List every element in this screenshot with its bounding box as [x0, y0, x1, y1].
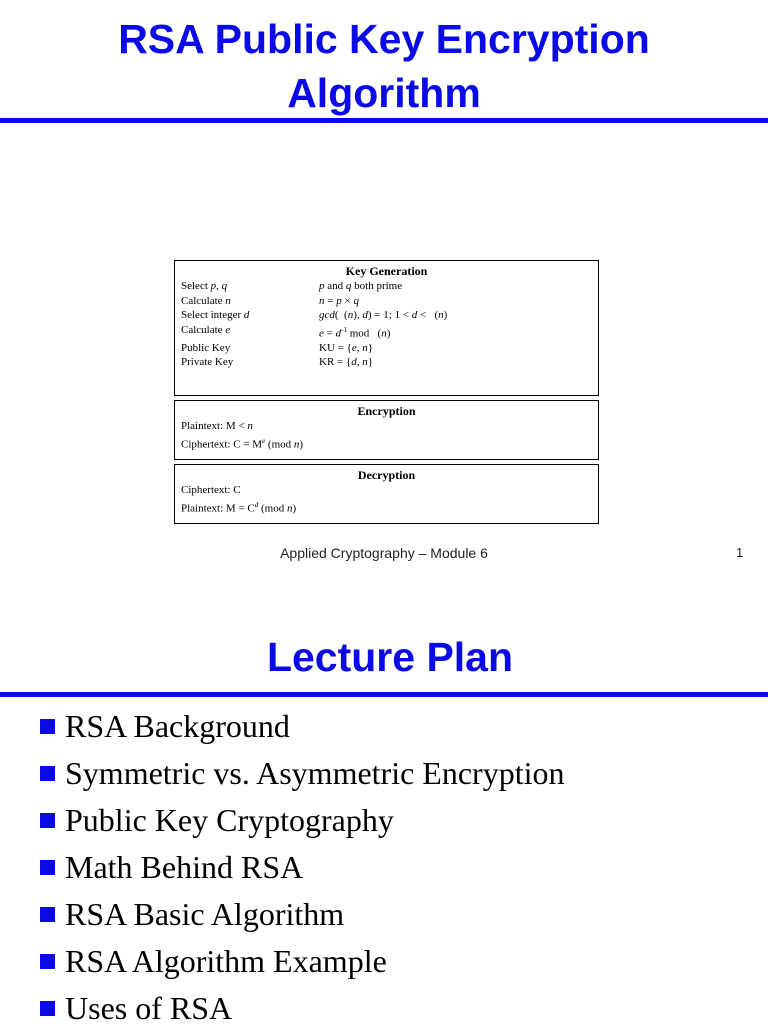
kg-row-public-key [181, 341, 592, 356]
kg-row-select-d [181, 308, 592, 323]
kg-label: Select p, q [181, 280, 228, 292]
kg-label: Select integer d [181, 309, 250, 321]
square-bullet-icon [40, 1001, 55, 1016]
decryption-plaintext: Plaintext: $M = C^d$ (mod n) [181, 500, 297, 515]
list-item-text: Public Key Cryptography [65, 802, 394, 838]
list-item [40, 703, 564, 750]
kg-value: KR = {d, n} [319, 356, 374, 369]
kg-row-private-key [181, 355, 592, 370]
list-item [40, 844, 564, 891]
kg-label: Public Key [181, 341, 231, 354]
list-item-text: Symmetric vs. Asymmetric Encryption [65, 755, 565, 791]
kg-value: gcd( (n), d) = 1; 1 < d < (n) [319, 309, 448, 321]
list-item-text: RSA Basic Algorithm [65, 896, 345, 932]
encryption-plaintext: Plaintext: M < n [181, 420, 253, 432]
encryption-box [174, 400, 599, 460]
slide-title-line2: Algorithm [287, 70, 481, 116]
lecture-plan-underline [0, 692, 768, 697]
lecture-plan-list [40, 703, 564, 1032]
encryption-ciphertext: Ciphertext: $C = M^e$ (mod n) [181, 436, 304, 451]
slide-title [0, 12, 768, 120]
kg-row-calculate-e [181, 323, 592, 341]
key-generation-box [174, 260, 599, 396]
kg-row-calculate-n [181, 294, 592, 309]
slide-footer: Applied Cryptography – Module 6 [280, 545, 488, 561]
kg-value: n = p × q [319, 294, 359, 307]
list-item-text: Uses of RSA [65, 990, 233, 1026]
kg-row-select-pq [181, 279, 592, 294]
list-item [40, 938, 564, 985]
list-item [40, 797, 564, 844]
square-bullet-icon [40, 954, 55, 969]
kg-label: Calculate e [181, 323, 231, 336]
kg-value: KU = {e, n} [319, 341, 374, 354]
kg-label: Calculate n [181, 294, 231, 307]
kg-label: Private Key [181, 356, 234, 369]
kg-value: $e = d^{-1}$ mod (n) [319, 325, 391, 340]
list-item [40, 750, 564, 797]
decryption-box [174, 464, 599, 524]
lecture-plan-title: Lecture Plan [266, 634, 514, 680]
list-item-text: Math Behind RSA [65, 849, 304, 885]
decryption-heading: Decryption [357, 468, 416, 482]
decryption-ciphertext: Ciphertext: C [181, 484, 241, 496]
square-bullet-icon [40, 860, 55, 875]
list-item-text: RSA Background [65, 708, 290, 744]
list-item [40, 891, 564, 938]
list-item [40, 985, 564, 1032]
kg-value: p and q both prime [319, 280, 403, 292]
key-generation-heading: Key Generation [345, 264, 428, 278]
encryption-heading: Encryption [357, 404, 416, 418]
square-bullet-icon [40, 766, 55, 781]
page-number: 1 [736, 545, 744, 560]
square-bullet-icon [40, 719, 55, 734]
square-bullet-icon [40, 813, 55, 828]
list-item-text: RSA Algorithm Example [65, 943, 387, 979]
slide-title-line1: RSA Public Key Encryption [118, 16, 650, 62]
title-underline [0, 118, 768, 123]
square-bullet-icon [40, 907, 55, 922]
